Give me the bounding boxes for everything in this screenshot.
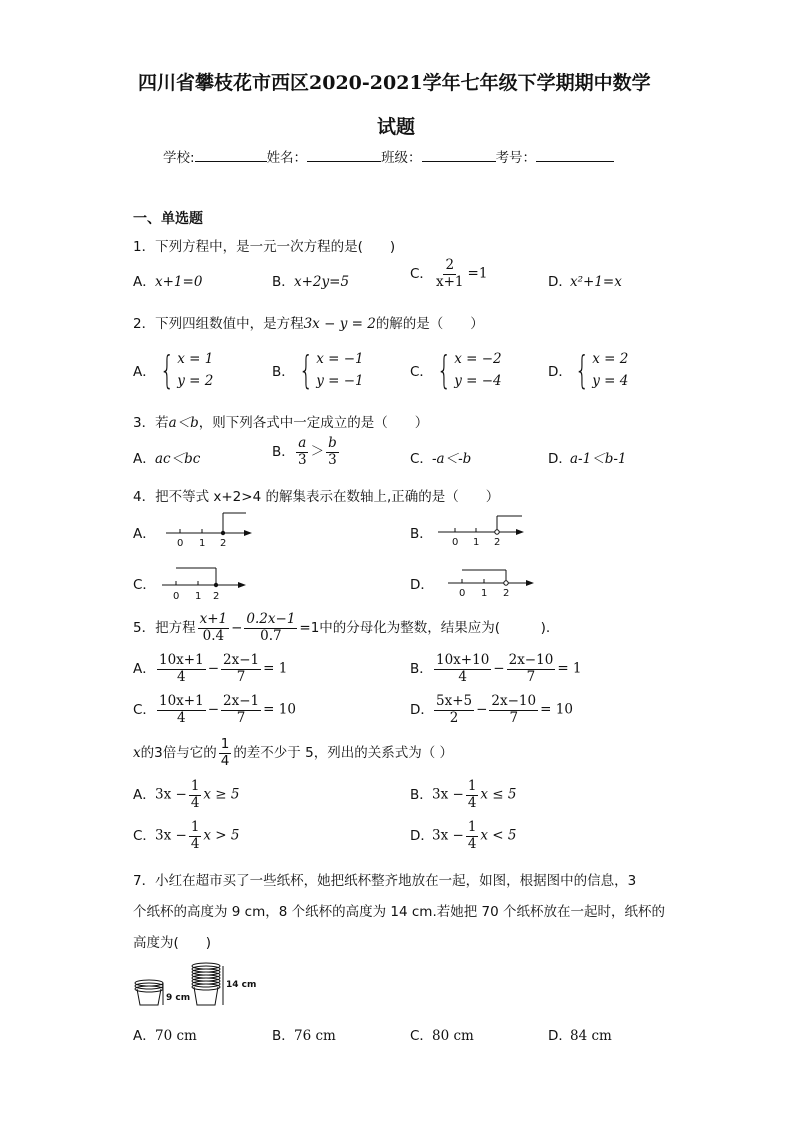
- denominator: 3: [328, 451, 337, 468]
- paper-cups-figure: [132, 958, 272, 1010]
- brace-icon: {: [436, 348, 452, 392]
- option-letter: D．: [410, 577, 434, 593]
- fraction: [221, 653, 261, 685]
- denominator: 4: [177, 668, 186, 685]
- class-label: 班级：: [381, 150, 422, 166]
- fraction: [157, 653, 206, 685]
- system-row: x = −1: [316, 351, 364, 367]
- variable-x: x: [133, 745, 141, 762]
- equation-system: [432, 348, 502, 392]
- option-letter: B．: [410, 786, 433, 803]
- question-5-stem: [133, 612, 550, 644]
- school-label: 学校:: [163, 150, 195, 166]
- fraction: [189, 820, 202, 852]
- numerator: 5x+5: [436, 693, 473, 709]
- denominator: 0.7: [260, 627, 282, 644]
- q4-c-number-line: [158, 560, 258, 604]
- numerator: 1: [190, 819, 200, 835]
- tick-label: 0: [177, 538, 184, 549]
- q4-option-b[interactable]: [410, 522, 432, 542]
- fraction: [244, 612, 297, 644]
- q6-option-c[interactable]: [133, 820, 240, 852]
- q3-c-text: -a＜-b: [432, 451, 472, 467]
- system-row: y = 4: [592, 373, 629, 389]
- option-letter: C．: [410, 364, 433, 380]
- numerator: 1: [190, 778, 200, 794]
- tick-label: 2: [494, 537, 501, 548]
- fraction: [326, 436, 339, 468]
- question-7-line-3: 高度为( ): [133, 935, 212, 951]
- option-letter: B．: [272, 443, 295, 460]
- tick-label: 2: [503, 588, 510, 599]
- denominator: 4: [190, 835, 200, 852]
- system-row: y = 2: [177, 373, 214, 389]
- expression-prefix: 3x −: [432, 827, 464, 844]
- option-letter: C．: [410, 451, 433, 467]
- fraction: [296, 436, 309, 468]
- q5-option-c[interactable]: [133, 694, 296, 726]
- q4-option-c[interactable]: [133, 573, 155, 593]
- numerator: 10x+10: [436, 652, 490, 668]
- option-letter: D．: [548, 274, 572, 290]
- fraction: [434, 653, 491, 685]
- fraction: [507, 653, 556, 685]
- page-title: 四川省攀枝花市西区2020-2021学年七年级下学期期中数学: [138, 72, 651, 94]
- option-letter: A．: [133, 274, 156, 290]
- brace-icon: {: [574, 348, 590, 392]
- equation-system: [155, 348, 213, 392]
- height-label-14cm: 14 cm: [226, 980, 257, 990]
- option-letter: B．: [272, 1028, 295, 1044]
- denominator: 4: [190, 794, 200, 811]
- q2-stem-b: 的解的是（ ）: [375, 316, 484, 332]
- system-row: x = 2: [592, 351, 629, 367]
- tick-label: 1: [199, 538, 206, 549]
- q5-stem-a: 5．把方程: [133, 620, 196, 637]
- class-blank[interactable]: [422, 149, 496, 162]
- option-letter: A．: [133, 364, 156, 380]
- numerator: 2x−1: [223, 652, 260, 668]
- option-letter: A．: [133, 1028, 156, 1044]
- option-letter: D．: [410, 701, 434, 718]
- q3-d-text: a-1＜b-1: [570, 451, 627, 467]
- section-heading: 一、单选题: [133, 211, 203, 227]
- result: = 1: [557, 660, 582, 677]
- operator: ＞: [310, 443, 325, 460]
- q6-option-d[interactable]: [410, 820, 517, 852]
- result: = 10: [263, 701, 296, 718]
- expression-suffix: x ≥ 5: [203, 786, 240, 803]
- option-letter: C．: [133, 577, 156, 593]
- q1-c-rest: =1: [467, 265, 488, 282]
- q3-option-c[interactable]: [410, 447, 471, 467]
- q5-option-b[interactable]: [410, 653, 582, 685]
- question-7-line-2: 个纸杯的高度为 9 cm，8 个纸杯的高度为 14 cm.若她把 70 个纸杯放在一起时，纸杯的: [133, 904, 666, 920]
- system-row: x = 1: [177, 351, 214, 367]
- numerator: 10x+1: [159, 693, 204, 709]
- q2-option-c[interactable]: [410, 348, 502, 392]
- denominator: 0.4: [202, 627, 225, 644]
- q6-stem-b: 的差不少于 5，列出的关系式为（ ）: [233, 745, 453, 762]
- q1-a-text: x+1=0: [155, 274, 203, 290]
- q6-option-b[interactable]: [410, 779, 517, 811]
- q1-option-d[interactable]: [548, 270, 622, 290]
- q7-option-c[interactable]: [410, 1024, 474, 1044]
- tick-label: 0: [173, 591, 180, 602]
- q2-stem-a: 2．下列四组数值中，是方程: [133, 316, 304, 332]
- denominator: x+1: [436, 273, 464, 290]
- tick-label: 2: [213, 591, 220, 602]
- option-letter: B．: [410, 660, 433, 677]
- expression-suffix: x > 5: [203, 827, 240, 844]
- fraction: [198, 612, 230, 644]
- q1-option-b[interactable]: [272, 270, 349, 290]
- equation-system: [570, 348, 628, 392]
- q3-a-text: ac＜bc: [155, 451, 201, 467]
- option-letter: C．: [133, 701, 156, 718]
- expression-prefix: 3x −: [155, 827, 187, 844]
- number-blank[interactable]: [536, 149, 614, 162]
- numerator: 1: [220, 736, 230, 752]
- q5-stem-b: =1中的分母化为整数，结果应为( ).: [299, 620, 551, 637]
- tick-label: 1: [195, 591, 202, 602]
- q7-b-text: 76 cm: [294, 1028, 336, 1044]
- expression-suffix: x < 5: [480, 827, 517, 844]
- fraction: [466, 820, 479, 852]
- q3-stem-a: 3．若: [133, 415, 169, 431]
- q3-option-b[interactable]: [272, 436, 341, 468]
- number-label: 考号：: [495, 150, 537, 166]
- q7-d-text: 84 cm: [570, 1028, 612, 1044]
- question-1-stem: 1．下列方程中，是一元一次方程的是( ): [133, 239, 396, 255]
- option-letter: A．: [133, 786, 156, 803]
- equation-system: [294, 348, 364, 392]
- tick-label: 0: [452, 537, 459, 548]
- numerator: x+1: [199, 611, 228, 627]
- expression-suffix: x ≤ 5: [480, 786, 517, 803]
- tick-label: 1: [481, 588, 488, 599]
- numerator: 2x−1: [223, 693, 260, 709]
- numerator: 10x+1: [159, 652, 204, 668]
- result: = 10: [540, 701, 573, 718]
- numerator: 2x−10: [491, 693, 537, 709]
- numerator: 2: [445, 257, 455, 273]
- tick-label: 1: [473, 537, 480, 548]
- question-7-line-1: 7．小红在超市买了一些纸杯，她把纸杯整齐地放在一起，如图，根据图中的信息，3: [133, 873, 637, 889]
- q7-option-a[interactable]: [133, 1024, 197, 1044]
- question-2-stem: [133, 312, 484, 332]
- numerator: 2x−10: [508, 652, 554, 668]
- system-row: y = −4: [454, 373, 502, 389]
- numerator: a: [298, 435, 307, 451]
- q2-option-a[interactable]: [133, 348, 213, 392]
- denominator: 7: [236, 668, 246, 685]
- q7-option-b[interactable]: [272, 1024, 336, 1044]
- operator: −: [207, 701, 220, 718]
- option-letter: A．: [133, 526, 156, 542]
- q2-option-b[interactable]: [272, 348, 364, 392]
- q4-option-d[interactable]: [410, 573, 432, 593]
- numerator: 0.2x−1: [246, 611, 296, 627]
- option-letter: C．: [410, 265, 433, 282]
- eight-cups-stack-icon: [192, 963, 223, 1005]
- fraction: [157, 694, 206, 726]
- q5-option-a[interactable]: [133, 653, 287, 685]
- fraction: [489, 694, 538, 726]
- operator: −: [207, 660, 220, 677]
- option-letter: B．: [272, 274, 295, 290]
- denominator: 2: [449, 709, 459, 726]
- height-label-9cm: 9 cm: [166, 993, 191, 1003]
- brace-icon: {: [298, 348, 314, 392]
- q3-option-a[interactable]: [133, 447, 200, 467]
- q4-d-number-line: [444, 562, 544, 604]
- expression-prefix: 3x −: [155, 786, 187, 803]
- option-letter: A．: [133, 660, 156, 677]
- operator: −: [231, 620, 243, 637]
- option-letter: D．: [410, 827, 434, 844]
- expression-prefix: 3x −: [432, 786, 464, 803]
- option-letter: D．: [548, 1028, 572, 1044]
- q6-option-a[interactable]: [133, 779, 240, 811]
- tick-label: 2: [220, 538, 227, 549]
- question-6-stem: [133, 737, 453, 769]
- student-info-line: [163, 146, 614, 166]
- q4-a-number-line: [160, 505, 260, 550]
- denominator: 4: [177, 709, 186, 726]
- q1-b-text: x+2y=5: [294, 274, 350, 290]
- q6-stem-a: 的3倍与它的: [140, 745, 217, 762]
- fraction: [189, 779, 202, 811]
- option-letter: D．: [548, 364, 572, 380]
- q1-option-c[interactable]: [410, 258, 487, 290]
- system-row: y = −1: [316, 373, 364, 389]
- denominator: 4: [467, 835, 477, 852]
- denominator: 4: [467, 794, 477, 811]
- q2-equation: 3x − y = 2: [303, 316, 376, 332]
- operator: −: [476, 701, 488, 718]
- option-letter: D．: [548, 451, 572, 467]
- q7-c-text: 80 cm: [432, 1028, 474, 1044]
- q1-c-fraction: [434, 258, 466, 290]
- fraction: [434, 694, 474, 726]
- three-cups-stack-icon: [135, 980, 163, 1005]
- numerator: 1: [467, 778, 477, 794]
- q2-option-d[interactable]: [548, 348, 628, 392]
- system-row: x = −2: [454, 351, 502, 367]
- name-blank[interactable]: [307, 149, 381, 162]
- operator: −: [493, 660, 505, 677]
- tick-label: 0: [459, 588, 466, 599]
- fraction: [221, 694, 261, 726]
- q4-b-number-line: [434, 508, 534, 550]
- q3-condition: a＜b: [168, 415, 199, 431]
- brace-icon: {: [159, 348, 175, 392]
- option-letter: B．: [410, 526, 433, 542]
- option-letter: B．: [272, 364, 295, 380]
- question-4-stem: 4．把不等式 x+2>4 的解集表示在数轴上,正确的是（ ）: [133, 489, 500, 505]
- q5-option-d[interactable]: [410, 694, 573, 726]
- q3-option-d[interactable]: [548, 447, 627, 467]
- option-letter: C．: [410, 1028, 433, 1044]
- question-3-stem: [133, 411, 428, 431]
- denominator: 4: [220, 752, 230, 769]
- denominator: 7: [526, 668, 536, 685]
- q4-option-a[interactable]: [133, 522, 155, 542]
- page-title-line2: 试题: [377, 116, 416, 138]
- q7-option-d[interactable]: [548, 1024, 612, 1044]
- name-label: 姓名：: [266, 150, 308, 166]
- q1-option-a[interactable]: [133, 270, 202, 290]
- denominator: 7: [509, 709, 519, 726]
- result: = 1: [263, 660, 288, 677]
- q7-a-text: 70 cm: [155, 1028, 197, 1044]
- q3-stem-b: ，则下列各式中一定成立的是（ ）: [198, 415, 429, 431]
- denominator: 4: [458, 668, 467, 685]
- fraction: [219, 737, 232, 769]
- fraction: [466, 779, 479, 811]
- option-letter: A．: [133, 451, 156, 467]
- denominator: 3: [298, 451, 307, 468]
- q1-d-text: x²+1=x: [570, 274, 622, 290]
- denominator: 7: [236, 709, 246, 726]
- school-blank[interactable]: [195, 149, 267, 162]
- option-letter: C．: [133, 827, 156, 844]
- numerator: 1: [467, 819, 477, 835]
- numerator: b: [328, 435, 337, 451]
